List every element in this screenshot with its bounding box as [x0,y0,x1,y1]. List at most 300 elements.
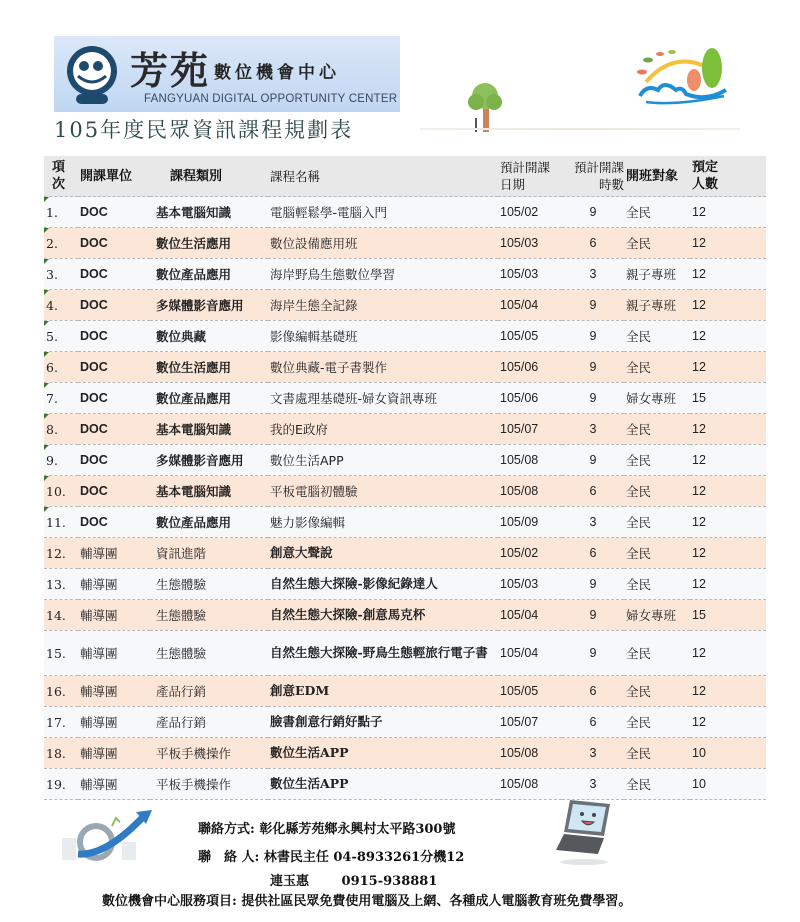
contact-row [198,846,464,865]
cell-unit-text: 輔導團 [80,608,118,623]
cell-unit-text: DOC [80,422,108,436]
cell-course-name-text: 海岸生態全記錄 [270,298,358,313]
cell-target [624,538,690,569]
cell-category [150,414,268,445]
cell-target-text: 全民 [626,684,652,699]
row-marker-icon [44,321,49,326]
cell-unit [78,383,150,414]
cell-target [624,197,690,228]
cell-unit [78,538,150,569]
growth-arrow-icon [56,804,156,866]
cell-unit-text: 輔導團 [80,577,118,592]
cell-date-text: 105/04 [500,608,539,622]
cell-hours [562,600,624,631]
cell-unit-text: 輔導團 [80,646,118,661]
row-number-text: 3. [46,266,58,282]
cell-course-name-text: 數位生活APP [270,745,349,760]
row-number [44,445,78,476]
cell-course-name-text: 魅力影像編輯 [270,515,346,530]
cell-date-text: 105/07 [500,422,539,436]
row-number-text: 1. [46,204,58,220]
cell-date [498,290,562,321]
cell-unit-text: DOC [80,267,108,281]
cell-course-name-text: 影像編輯基礎班 [270,329,358,344]
cell-date-text: 105/03 [500,267,539,281]
cell-count [690,445,766,476]
contact-secondary-phone: 0915-938881 [341,874,438,889]
cell-count-text: 12 [692,329,706,343]
header-date [498,156,562,197]
cell-category-text: 基本電腦知識 [156,205,232,220]
row-number-text: 6. [46,359,58,375]
table-body [44,197,766,800]
cell-target-text: 全民 [626,746,652,761]
cell-date [498,383,562,414]
header-target-label: 開班對象 [626,168,679,184]
cell-target-text: 親子專班 [626,267,677,282]
cell-course-name-text: 自然生態大探險-創意馬克杯 [270,607,426,622]
cell-count-text: 12 [692,205,706,219]
cell-course-name [268,228,498,259]
cell-unit [78,414,150,445]
cell-target-text: 全民 [626,715,652,730]
cell-hours-text: 9 [589,205,597,219]
cell-count [690,290,766,321]
cell-target-text: 全民 [626,777,652,792]
cell-date [498,600,562,631]
cell-date [498,631,562,676]
cell-unit [78,569,150,600]
cell-count-text: 12 [692,515,706,529]
cell-target [624,707,690,738]
row-number [44,707,78,738]
row-number [44,414,78,445]
cell-hours-text: 3 [589,746,597,760]
row-number [44,476,78,507]
row-number [44,569,78,600]
cell-hours-text: 3 [589,267,597,281]
cell-date [498,476,562,507]
cell-target-text: 親子專班 [626,298,677,313]
cell-count [690,352,766,383]
cell-category [150,228,268,259]
row-number [44,290,78,321]
cell-count [690,569,766,600]
cell-course-name-text: 臉書創意行銷好點子 [270,714,383,729]
cell-unit [78,738,150,769]
divider [420,128,740,130]
cell-hours [562,569,624,600]
cell-category [150,383,268,414]
cell-hours-text: 3 [589,422,597,436]
cell-target-text: 全民 [626,236,652,251]
cell-hours-text: 9 [589,298,597,312]
cell-unit [78,197,150,228]
cell-category-text: 生態體驗 [156,608,207,623]
row-number-text: 15. [46,645,66,661]
cell-category [150,476,268,507]
cell-target-text: 婦女專班 [626,391,677,406]
cell-count-text: 12 [692,484,706,498]
cell-count [690,507,766,538]
cell-category [150,290,268,321]
cell-course-name [268,476,498,507]
cell-date [498,259,562,290]
cell-hours [562,321,624,352]
row-number [44,321,78,352]
cell-date [498,321,562,352]
header-item [44,156,78,197]
cell-course-name-text: 創意大聲說 [270,545,333,560]
cell-unit-text: 輔導團 [80,715,118,730]
header-hours-label: 預計開課時數 [573,160,624,192]
cell-hours [562,414,624,445]
cell-category-text: 平板手機操作 [156,746,232,761]
cell-course-name [268,738,498,769]
cell-hours [562,507,624,538]
cell-target [624,290,690,321]
brand-sun-cloud-icon [636,42,728,108]
cell-course-name [268,197,498,228]
cell-course-name-text: 自然生態大探險-影像紀錄達人 [270,576,438,591]
cell-course-name-text: 數位生活APP [270,776,349,791]
cell-target-text: 全民 [626,484,652,499]
cell-category [150,321,268,352]
cell-date [498,538,562,569]
cell-count [690,738,766,769]
cell-date-text: 105/04 [500,646,539,660]
cell-count-text: 12 [692,453,706,467]
header-count-label: 預定人數 [692,160,719,192]
row-marker-icon [44,197,49,202]
cell-target [624,600,690,631]
cell-hours [562,383,624,414]
cell-hours-text: 6 [589,484,597,498]
cell-category [150,352,268,383]
row-marker-icon [44,476,49,481]
row-number-text: 7. [46,390,58,406]
cell-course-name-text: 平板電腦初體驗 [270,484,358,499]
cell-count-text: 12 [692,236,706,250]
row-number-text: 16. [46,683,66,699]
table-row [44,259,766,290]
table-header-row [44,156,766,197]
cell-target [624,476,690,507]
cell-hours [562,259,624,290]
cell-category [150,707,268,738]
cell-course-name [268,569,498,600]
service-label: 數位機會中心服務項目: [102,894,237,909]
cell-date-text: 105/08 [500,746,539,760]
cell-hours-text: 6 [589,546,597,560]
cell-date-text: 105/02 [500,205,539,219]
cell-unit [78,676,150,707]
cell-date [498,414,562,445]
row-marker-icon [44,383,49,388]
cell-date [498,445,562,476]
row-number-text: 2. [46,235,58,251]
cell-target-text: 婦女專班 [626,608,677,623]
cell-date-text: 105/06 [500,360,539,374]
row-marker-icon [44,507,49,512]
cell-date [498,569,562,600]
row-marker-icon [44,414,49,419]
cell-category-text: 產品行銷 [156,684,207,699]
row-number [44,507,78,538]
cell-target [624,631,690,676]
cell-category-text: 多媒體影音應用 [156,298,244,313]
cell-unit-text: DOC [80,453,108,467]
cell-category [150,507,268,538]
table-row [44,569,766,600]
table-row [44,600,766,631]
table-row [44,383,766,414]
cell-date-text: 105/03 [500,236,539,250]
row-number-text: 10. [46,483,66,499]
row-number-text: 19. [46,776,66,792]
cell-unit-text: DOC [80,205,108,219]
cell-hours-text: 3 [589,777,597,791]
cell-target [624,259,690,290]
cell-date [498,676,562,707]
cell-course-name-text: 數位典藏-電子書製作 [270,360,388,375]
cell-count-text: 12 [692,715,706,729]
logo-subtitle: 數位機會中心 [214,63,340,83]
row-number-text: 5. [46,328,58,344]
cell-count [690,476,766,507]
cell-unit [78,631,150,676]
cell-unit [78,445,150,476]
cell-category [150,259,268,290]
cell-category-text: 數位典藏 [156,329,207,344]
cell-count [690,631,766,676]
cell-hours [562,290,624,321]
cell-date-text: 105/08 [500,453,539,467]
cell-unit [78,259,150,290]
cell-date-text: 105/07 [500,715,539,729]
cell-target [624,228,690,259]
cell-count-text: 10 [692,777,706,791]
cell-hours-text: 6 [589,715,597,729]
address-value: 彰化縣芳苑鄉永興村太平路300號 [259,822,456,837]
table-row [44,352,766,383]
cell-course-name [268,507,498,538]
cell-date-text: 105/08 [500,484,539,498]
cell-unit-text: 輔導團 [80,777,118,792]
cell-category-text: 生態體驗 [156,646,207,661]
logo-english-name: FANGYUAN DIGITAL OPPORTUNITY CENTER [144,93,398,105]
table-row [44,445,766,476]
cell-date-text: 105/05 [500,684,539,698]
service-row [102,890,631,909]
page-title: 105年度民眾資訊課程規劃表 [54,118,354,142]
cell-unit-text: DOC [80,484,108,498]
cell-date-text: 105/02 [500,546,539,560]
table-row [44,707,766,738]
cell-unit-text: DOC [80,360,108,374]
cell-date-text: 105/08 [500,777,539,791]
cell-target-text: 全民 [626,515,652,530]
header-category: 課程類別 [150,156,268,197]
cell-category-text: 資訊進階 [156,546,207,561]
cell-unit-text: 輔導團 [80,746,118,761]
header-date-label: 預計開課日期 [500,160,551,192]
cell-count-text: 10 [692,746,706,760]
cell-unit [78,290,150,321]
cell-course-name [268,631,498,676]
cell-course-name-text: 文書處理基礎班-婦女資訊專班 [270,391,438,406]
row-number-text: 8. [46,421,58,437]
cell-course-name-text: 自然生態大探險-野鳥生態輕旅行電子書 [270,645,488,660]
row-marker-icon [44,228,49,233]
cell-count-text: 12 [692,298,706,312]
row-number [44,352,78,383]
cell-target-text: 全民 [626,546,652,561]
cell-hours-text: 9 [589,577,597,591]
cell-count [690,228,766,259]
table-row [44,631,766,676]
cell-count [690,600,766,631]
cell-hours [562,538,624,569]
cell-course-name [268,352,498,383]
cell-course-name-text: 數位設備應用班 [270,236,358,251]
cell-course-name-text: 創意EDM [270,683,330,698]
laptop-icon [556,796,622,866]
row-number-text: 18. [46,745,66,761]
cell-category-text: 數位生活應用 [156,360,232,375]
row-number-text: 13. [46,576,66,592]
cell-category [150,676,268,707]
table-row [44,321,766,352]
cell-category [150,538,268,569]
cell-category [150,631,268,676]
header-course-name: 課程名稱 [268,156,498,197]
row-number [44,538,78,569]
cell-target-text: 全民 [626,646,652,661]
cell-hours [562,738,624,769]
cell-date-text: 105/06 [500,391,539,405]
table-row [44,414,766,445]
row-number [44,631,78,676]
cell-unit-text: DOC [80,329,108,343]
cell-course-name [268,676,498,707]
cell-hours-text: 9 [589,453,597,467]
cell-unit-text: DOC [80,298,108,312]
cell-hours-text: 6 [589,236,597,250]
cell-category [150,197,268,228]
cell-course-name-text: 數位生活APP [270,453,344,468]
row-number-text: 17. [46,714,66,730]
cell-course-name [268,383,498,414]
cell-date [498,738,562,769]
cell-date-text: 105/04 [500,298,539,312]
cell-category [150,600,268,631]
cell-course-name [268,538,498,569]
row-number-text: 9. [46,452,58,468]
cell-hours [562,707,624,738]
cell-target [624,414,690,445]
cell-course-name [268,414,498,445]
cell-count [690,197,766,228]
row-number [44,676,78,707]
cell-course-name [268,290,498,321]
cell-hours [562,631,624,676]
cell-category-text: 數位產品應用 [156,267,232,282]
cell-target-text: 全民 [626,422,652,437]
cell-category-text: 數位生活應用 [156,236,232,251]
cell-target [624,321,690,352]
cell-unit [78,600,150,631]
cell-unit-text: 輔導團 [80,546,118,561]
cell-target [624,383,690,414]
cell-unit-text: DOC [80,391,108,405]
cell-count [690,707,766,738]
header-unit: 開課單位 [78,156,150,197]
cell-count [690,259,766,290]
cell-unit [78,707,150,738]
cell-course-name [268,321,498,352]
contact-primary: 林書民主任 04-8933261分機12 [263,850,465,865]
row-number-text: 11. [46,514,66,530]
cell-course-name-text: 我的E政府 [270,422,328,437]
table-row [44,290,766,321]
cell-category-text: 多媒體影音應用 [156,453,244,468]
row-number [44,738,78,769]
cell-hours [562,197,624,228]
cell-category [150,445,268,476]
smiley-logo-icon [62,44,122,106]
row-marker-icon [44,352,49,357]
row-marker-icon [44,290,49,295]
cell-hours-text: 9 [589,608,597,622]
cell-count [690,321,766,352]
row-number-text: 14. [46,607,66,623]
row-marker-icon [44,445,49,450]
cell-count-text: 12 [692,360,706,374]
header-target [624,156,690,197]
cell-target-text: 全民 [626,205,652,220]
cell-count [690,383,766,414]
center-logo [54,36,400,112]
cell-target [624,352,690,383]
cell-date [498,507,562,538]
cell-count-text: 12 [692,577,706,591]
table-row [44,476,766,507]
cell-category-text: 數位產品應用 [156,515,232,530]
address-label: 聯絡方式: [198,822,255,837]
cell-target-text: 全民 [626,577,652,592]
cell-hours [562,228,624,259]
cell-course-name [268,445,498,476]
table-row [44,538,766,569]
cell-count-text: 12 [692,267,706,281]
cell-count-text: 12 [692,546,706,560]
cell-course-name-text: 電腦輕鬆學-電腦入門 [270,205,388,220]
cell-target-text: 全民 [626,329,652,344]
cell-unit [78,352,150,383]
cell-unit [78,476,150,507]
cell-target [624,569,690,600]
page-footer [0,790,800,922]
cell-hours-text: 3 [589,515,597,529]
table-row [44,738,766,769]
cell-date-text: 105/09 [500,515,539,529]
page-header [0,0,800,150]
cell-target [624,507,690,538]
row-number [44,228,78,259]
cell-category [150,738,268,769]
cell-target-text: 全民 [626,360,652,375]
